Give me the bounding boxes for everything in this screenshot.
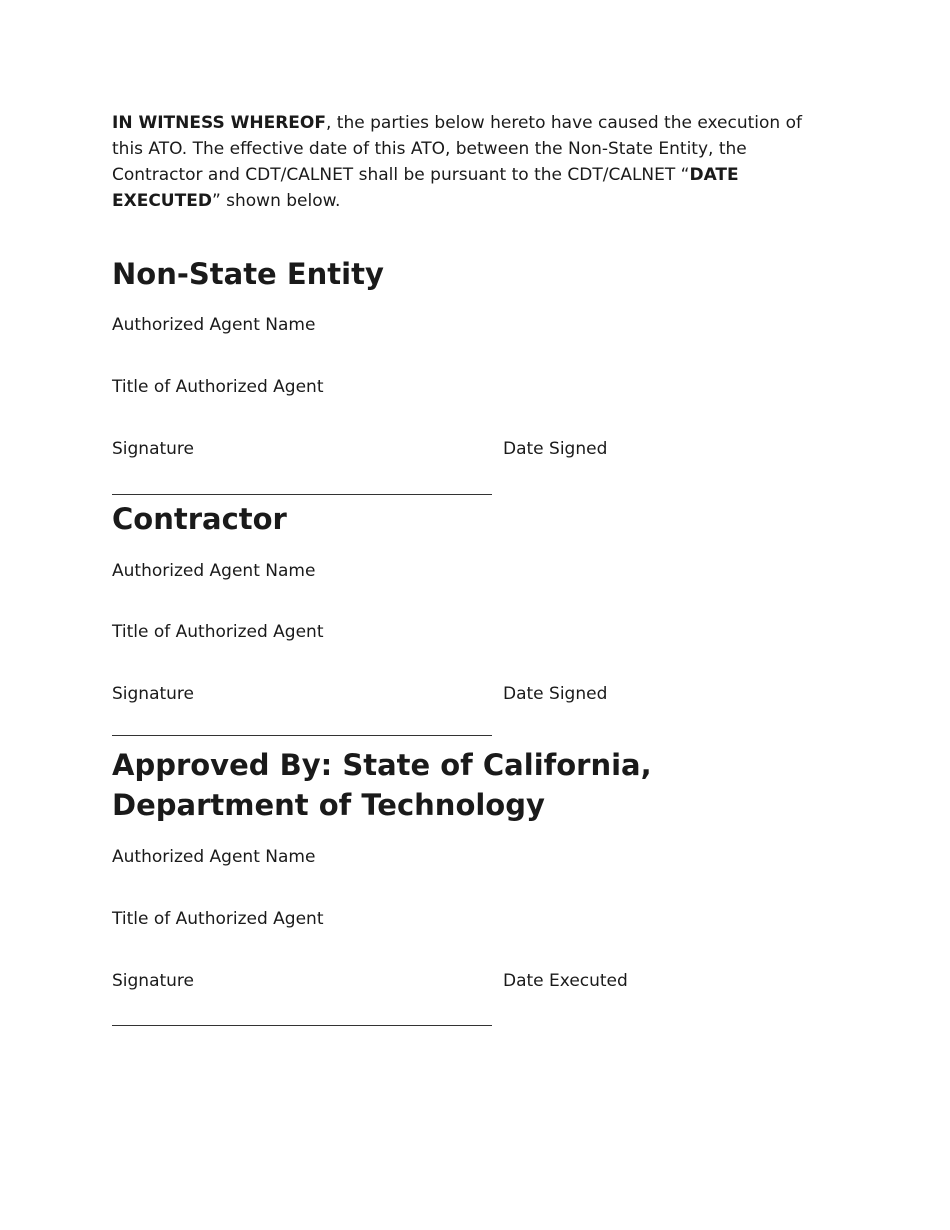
- signature-line: [112, 494, 492, 495]
- section-title-contractor: Contractor: [112, 502, 287, 536]
- signature-line: [112, 735, 492, 736]
- agent-name-label: Authorized Agent Name: [112, 561, 316, 581]
- agent-title-label: Title of Authorized Agent: [112, 909, 324, 929]
- section-title-non-state-entity: Non-State Entity: [112, 257, 384, 291]
- signature-label: Signature: [112, 684, 195, 704]
- agent-title-label: Title of Authorized Agent: [112, 377, 324, 397]
- signature-row: [112, 437, 607, 461]
- signature-row: [112, 969, 628, 993]
- date-signed-label: Date Signed: [503, 439, 608, 459]
- agent-name-label: Authorized Agent Name: [112, 847, 316, 867]
- signature-label: Signature: [112, 971, 195, 991]
- witness-text-2: ” shown below.: [211, 191, 341, 211]
- agent-name-label: Authorized Agent Name: [112, 315, 316, 335]
- signature-line: [112, 1025, 492, 1026]
- witness-text-1: , the parties below hereto have caused the execution of this ATO. The effective date of this ATO, between the Non-State Entity, the Contractor and CDT/CALNET shall be pursuant to the CDT/CALNET “: [112, 113, 802, 185]
- date-executed-label: Date Executed: [503, 971, 628, 991]
- document-page: [112, 110, 832, 991]
- signature-row: [112, 682, 607, 706]
- signature-label: Signature: [112, 439, 195, 459]
- agent-title-label: Title of Authorized Agent: [112, 622, 324, 642]
- witness-lead: IN WITNESS WHEREOF: [112, 113, 326, 133]
- date-executed-term: DATE EXECUTED: [112, 165, 739, 211]
- date-signed-label: Date Signed: [503, 684, 608, 704]
- witness-paragraph: [112, 110, 822, 214]
- section-title-approved-by: Approved By: State of California, Department of Technology: [112, 748, 652, 822]
